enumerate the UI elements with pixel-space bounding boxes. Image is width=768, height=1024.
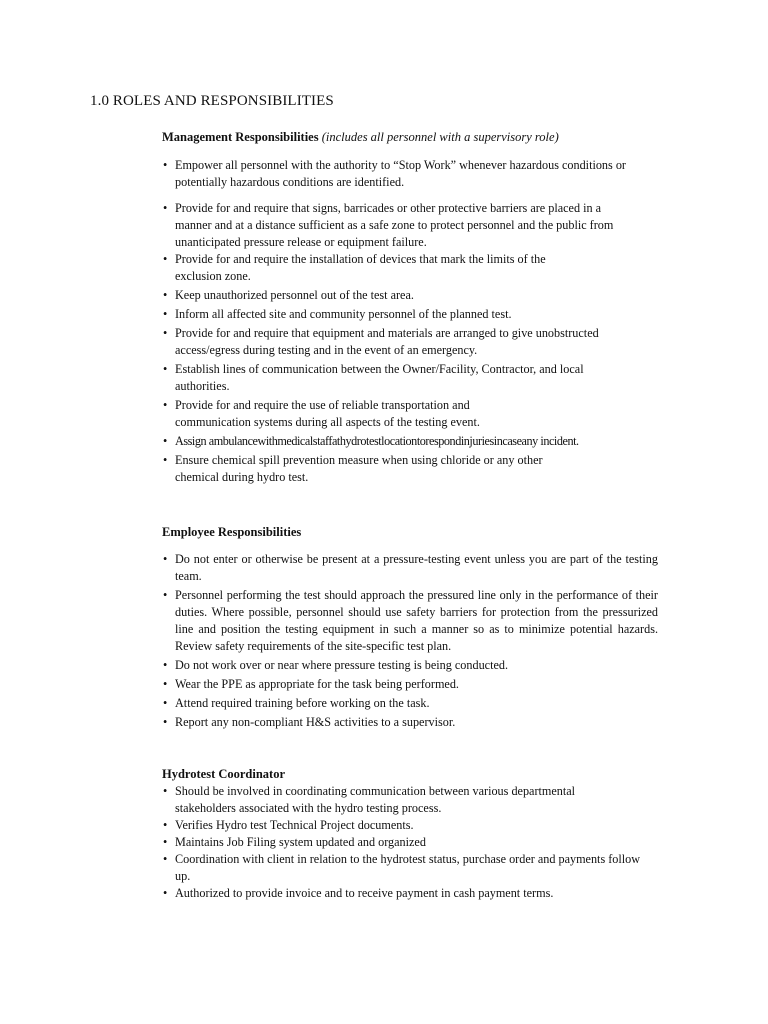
list-item: • Assign ambulancewithmedicalstaffathydrotestlocationtorespondinjuriesincaseany incident.: [162, 433, 632, 450]
list-item: • Establish lines of communication between the Owner/Facility, Contractor, and local authorities.: [162, 361, 632, 395]
list-item: • Provide for and require the use of reliable transportation and communication systems during all aspects of the testing event.: [162, 397, 632, 431]
list-item: • Report any non-compliant H&S activities to a supervisor.: [162, 714, 658, 731]
list-item: • Wear the PPE as appropriate for the task being performed.: [162, 676, 658, 693]
list-item: • Do not enter or otherwise be present at a pressure-testing event unless you are part of the testing team.: [162, 551, 658, 585]
coordinator-heading: Hydrotest Coordinator: [162, 767, 286, 781]
employee-heading: Employee Responsibilities: [162, 525, 302, 539]
list-item: • Keep unauthorized personnel out of the test area.: [162, 287, 632, 304]
list-item: • Provide for and require the installation of devices that mark the limits of the exclusion zone.: [162, 251, 632, 285]
list-item: • Maintains Job Filing system updated and organized: [162, 834, 658, 851]
list-item: • Verifies Hydro test Technical Project documents.: [162, 817, 658, 834]
list-item: • Inform all affected site and community personnel of the planned test.: [162, 306, 632, 323]
list-item: • Do not work over or near where pressure testing is being conducted.: [162, 657, 658, 674]
list-item: • Ensure chemical spill prevention measure when using chloride or any other chemical during hydro test.: [162, 452, 632, 486]
list-item: • Provide for and require that signs, barricades or other protective barriers are placed in a manner and at a distance sufficient as a safe zone to protect personnel and the public from unanticipated pressure release or equipment failure.: [162, 200, 632, 251]
management-heading: Management Responsibilities: [162, 130, 319, 144]
management-list: [162, 157, 632, 486]
management-heading-line: [162, 130, 559, 145]
list-item: • Attend required training before working on the task.: [162, 695, 658, 712]
list-item: • Provide for and require that equipment and materials are arranged to give unobstructed access/egress during testing and in the event of an emergency.: [162, 325, 632, 359]
list-item: • Should be involved in coordinating communication between various departmental stakeholders associated with the hydro testing process.: [162, 783, 658, 817]
list-item: • Coordination with client in relation to the hydrotest status, purchase order and payments follow up.: [162, 851, 658, 885]
section-title: 1.0 ROLES AND RESPONSIBILITIES: [90, 93, 334, 109]
list-item: • Empower all personnel with the authority to “Stop Work” whenever hazardous conditions or potentially hazardous conditions are identified.: [162, 157, 632, 191]
coordinator-list: [162, 783, 658, 902]
management-note: (includes all personnel with a supervisory role): [321, 130, 559, 144]
list-item: • Personnel performing the test should approach the pressured line only in the performance of their duties. Where possible, personnel should use safety barriers for protection from the pressurized line and position the testing equipment in such a manner so as to minimize potential hazards. Review safety requirements of the site-specific test plan.: [162, 587, 658, 655]
list-item: • Authorized to provide invoice and to receive payment in cash payment terms.: [162, 885, 658, 902]
employee-list: [162, 551, 658, 731]
